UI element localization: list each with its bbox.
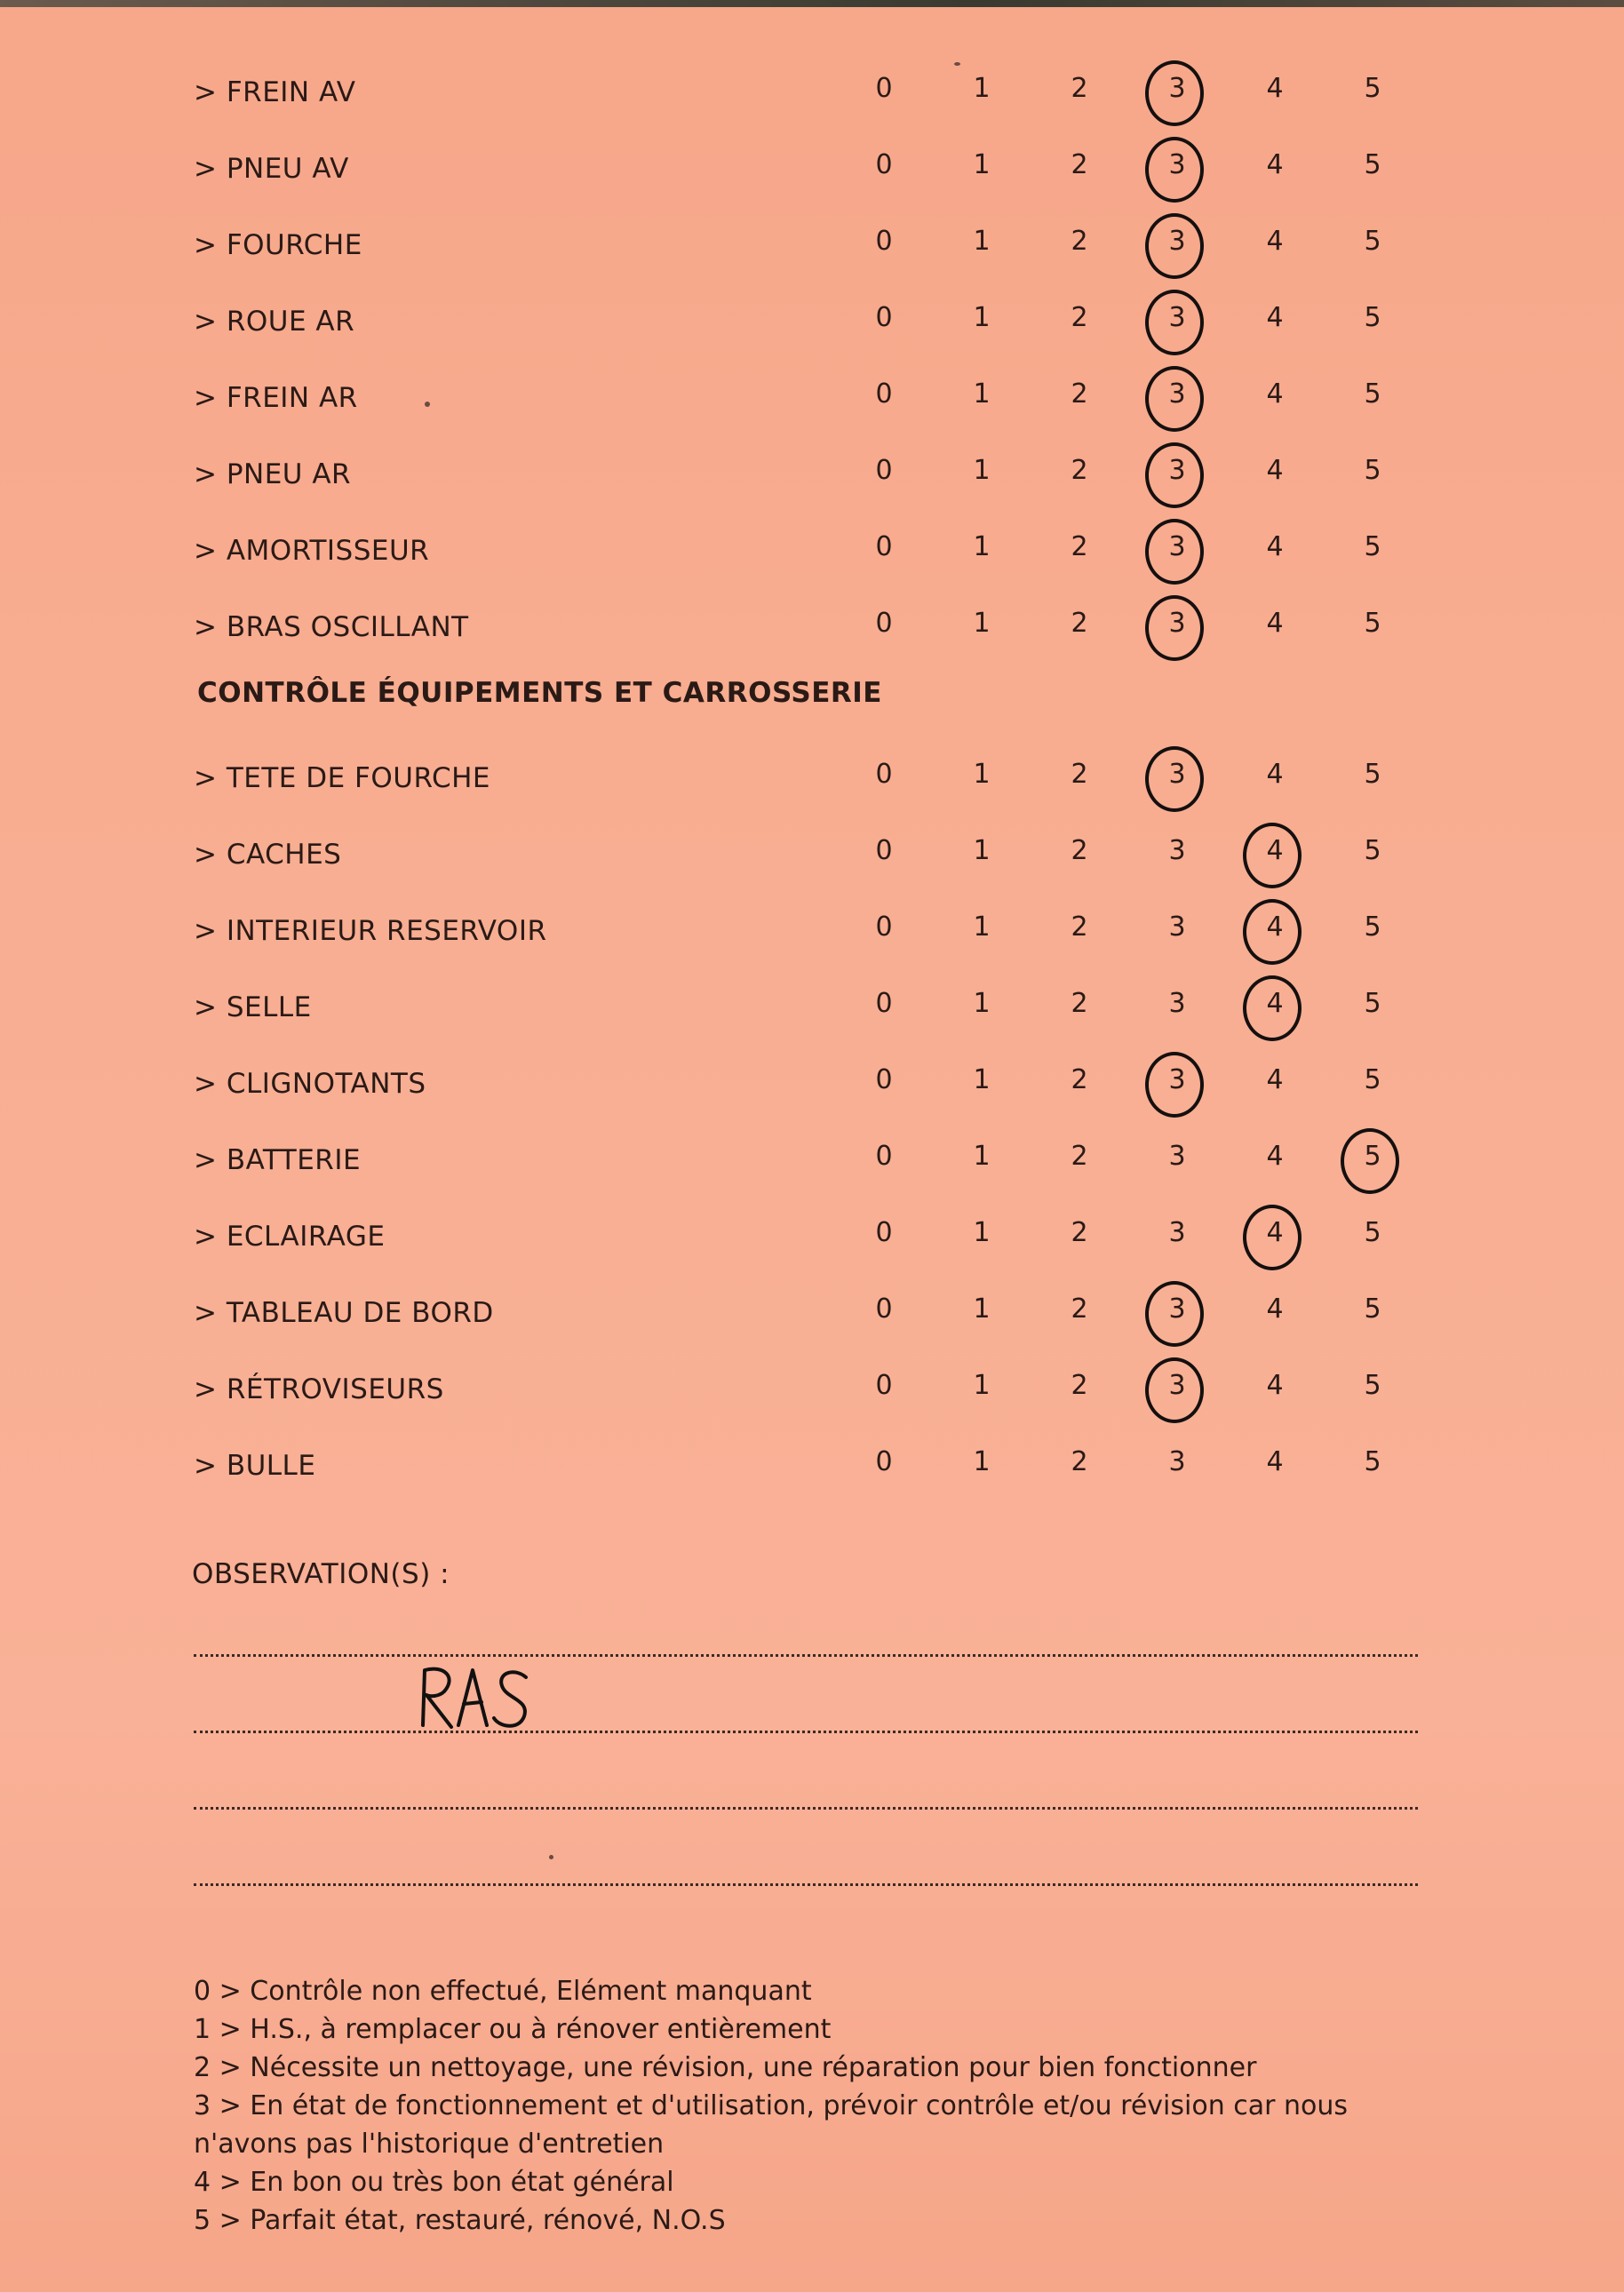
rating-option-5: 5 — [1346, 1141, 1399, 1172]
rating-option-3: 3 — [1150, 226, 1204, 257]
rating-option-0: 0 — [875, 226, 893, 257]
rating-option-5: 5 — [1364, 1064, 1381, 1095]
rating-option-1: 1 — [973, 1064, 991, 1095]
checklist-item-label: > ROUE AR — [194, 306, 355, 338]
rating-option-4: 4 — [1266, 226, 1284, 257]
checklist-item-label: > FREIN AR — [194, 382, 358, 414]
legend-line-1: 1 > H.S., à remplacer ou à rénover entièrement — [194, 2014, 832, 2045]
rating-option-0: 0 — [875, 835, 893, 866]
paper-speck — [954, 62, 960, 66]
rating-option-3: 3 — [1168, 1446, 1186, 1477]
rating-option-2: 2 — [1071, 988, 1088, 1019]
rating-option-1: 1 — [973, 988, 991, 1019]
legend-line-3-continued: n'avons pas l'historique d'entretien — [194, 2129, 665, 2160]
rating-option-5: 5 — [1364, 759, 1381, 790]
checklist-item-label: > CACHES — [194, 839, 342, 871]
rating-option-5: 5 — [1364, 302, 1381, 333]
rating-option-0: 0 — [875, 455, 893, 486]
rating-option-1: 1 — [973, 302, 991, 333]
rating-option-4: 4 — [1266, 1293, 1284, 1325]
rating-option-5: 5 — [1364, 911, 1381, 943]
checklist-row — [0, 1441, 1624, 1494]
rating-option-2: 2 — [1071, 1446, 1088, 1477]
rating-option-0: 0 — [875, 1370, 893, 1401]
selected-rating-circle — [1145, 1357, 1204, 1423]
observation-line-3 — [194, 1807, 1418, 1810]
checklist-item-label: > CLIGNOTANTS — [194, 1068, 426, 1100]
checklist-row — [0, 1365, 1624, 1418]
rating-option-3: 3 — [1150, 608, 1204, 639]
checklist-row — [0, 1288, 1624, 1341]
rating-option-5: 5 — [1364, 149, 1381, 180]
rating-option-3: 3 — [1150, 1064, 1204, 1095]
checklist-row — [0, 144, 1624, 197]
checklist-item-label: > BULLE — [194, 1450, 316, 1482]
observation-line-1 — [194, 1654, 1418, 1657]
rating-option-0: 0 — [875, 378, 893, 410]
rating-option-4: 4 — [1248, 911, 1302, 943]
selected-rating-circle — [1243, 975, 1302, 1041]
checklist-row — [0, 68, 1624, 121]
rating-option-1: 1 — [973, 455, 991, 486]
rating-option-1: 1 — [973, 759, 991, 790]
checklist-row — [0, 753, 1624, 807]
paper-speck — [425, 402, 430, 407]
rating-option-2: 2 — [1071, 911, 1088, 943]
rating-option-4: 4 — [1266, 1370, 1284, 1401]
rating-option-5: 5 — [1364, 1293, 1381, 1325]
rating-option-0: 0 — [875, 911, 893, 943]
rating-option-5: 5 — [1364, 531, 1381, 562]
rating-option-2: 2 — [1071, 73, 1088, 104]
rating-option-2: 2 — [1071, 608, 1088, 639]
rating-option-4: 4 — [1266, 1446, 1284, 1477]
rating-option-4: 4 — [1266, 378, 1284, 410]
rating-option-0: 0 — [875, 988, 893, 1019]
rating-option-1: 1 — [973, 1370, 991, 1401]
rating-option-5: 5 — [1364, 226, 1381, 257]
rating-option-4: 4 — [1248, 835, 1302, 866]
checklist-row — [0, 450, 1624, 503]
rating-option-3: 3 — [1150, 759, 1204, 790]
selected-rating-circle — [1145, 595, 1204, 661]
checklist-item-label: > TETE DE FOURCHE — [194, 762, 490, 794]
selected-rating-circle — [1145, 60, 1204, 126]
checklist-row — [0, 983, 1624, 1036]
rating-option-4: 4 — [1266, 531, 1284, 562]
legend-line-3: 3 > En état de fonctionnement et d'utilisation, prévoir contrôle et/ou révision car nous — [194, 2090, 1349, 2121]
rating-option-3: 3 — [1150, 378, 1204, 410]
rating-option-1: 1 — [973, 911, 991, 943]
selected-rating-circle — [1145, 519, 1204, 585]
rating-option-1: 1 — [973, 73, 991, 104]
checklist-item-label: > FREIN AV — [194, 76, 356, 108]
rating-option-0: 0 — [875, 759, 893, 790]
rating-option-5: 5 — [1364, 1446, 1381, 1477]
rating-option-4: 4 — [1266, 73, 1284, 104]
rating-option-1: 1 — [973, 835, 991, 866]
rating-option-5: 5 — [1364, 1370, 1381, 1401]
observations-label: OBSERVATION(S) : — [192, 1558, 450, 1590]
selected-rating-circle — [1145, 1281, 1204, 1347]
rating-option-4: 4 — [1266, 455, 1284, 486]
rating-option-1: 1 — [973, 1293, 991, 1325]
rating-option-0: 0 — [875, 1141, 893, 1172]
checklist-row — [0, 830, 1624, 883]
selected-rating-circle — [1341, 1128, 1399, 1194]
rating-option-3: 3 — [1150, 1293, 1204, 1325]
rating-option-3: 3 — [1168, 988, 1186, 1019]
section-title: CONTRÔLE ÉQUIPEMENTS ET CARROSSERIE — [197, 677, 882, 709]
paper-speck — [549, 1855, 553, 1859]
rating-option-3: 3 — [1168, 835, 1186, 866]
rating-option-3: 3 — [1168, 1141, 1186, 1172]
rating-option-3: 3 — [1168, 1217, 1186, 1248]
rating-option-2: 2 — [1071, 1064, 1088, 1095]
checklist-item-label: > INTERIEUR RESERVOIR — [194, 915, 547, 947]
checklist-item-label: > TABLEAU DE BORD — [194, 1297, 494, 1329]
rating-option-2: 2 — [1071, 1370, 1088, 1401]
handwritten-note-ras — [418, 1661, 542, 1732]
rating-option-5: 5 — [1364, 378, 1381, 410]
rating-option-3: 3 — [1150, 531, 1204, 562]
checklist-row — [0, 297, 1624, 350]
rating-option-4: 4 — [1248, 988, 1302, 1019]
rating-option-4: 4 — [1266, 759, 1284, 790]
rating-option-5: 5 — [1364, 835, 1381, 866]
rating-option-3: 3 — [1150, 302, 1204, 333]
rating-option-5: 5 — [1364, 455, 1381, 486]
rating-option-0: 0 — [875, 608, 893, 639]
rating-option-4: 4 — [1266, 608, 1284, 639]
checklist-item-label: > FOURCHE — [194, 229, 362, 261]
rating-option-3: 3 — [1150, 149, 1204, 180]
selected-rating-circle — [1145, 137, 1204, 203]
checklist-row — [0, 1059, 1624, 1112]
rating-option-0: 0 — [875, 1064, 893, 1095]
rating-option-1: 1 — [973, 149, 991, 180]
rating-option-2: 2 — [1071, 1217, 1088, 1248]
checklist-item-label: > AMORTISSEUR — [194, 535, 430, 567]
rating-option-1: 1 — [973, 378, 991, 410]
checklist-row — [0, 1212, 1624, 1265]
rating-option-3: 3 — [1150, 455, 1204, 486]
checklist-row — [0, 526, 1624, 579]
rating-option-1: 1 — [973, 608, 991, 639]
rating-option-2: 2 — [1071, 531, 1088, 562]
checklist-item-label: > PNEU AV — [194, 153, 349, 185]
legend-line-4: 4 > En bon ou très bon état général — [194, 2167, 674, 2198]
rating-option-4: 4 — [1266, 149, 1284, 180]
rating-option-2: 2 — [1071, 759, 1088, 790]
rating-option-0: 0 — [875, 73, 893, 104]
rating-option-5: 5 — [1364, 73, 1381, 104]
legend-line-5: 5 > Parfait état, restauré, rénové, N.O.S — [194, 2205, 726, 2236]
rating-option-4: 4 — [1266, 302, 1284, 333]
rating-legend — [194, 1972, 1437, 2240]
rating-option-1: 1 — [973, 531, 991, 562]
selected-rating-circle — [1145, 746, 1204, 812]
checklist-item-label: > PNEU AR — [194, 458, 352, 490]
rating-option-2: 2 — [1071, 149, 1088, 180]
rating-option-0: 0 — [875, 149, 893, 180]
selected-rating-circle — [1145, 1052, 1204, 1118]
rating-option-0: 0 — [875, 1217, 893, 1248]
checklist-row — [0, 220, 1624, 274]
selected-rating-circle — [1145, 442, 1204, 508]
rating-option-5: 5 — [1364, 608, 1381, 639]
rating-option-3: 3 — [1150, 1370, 1204, 1401]
legend-line-0: 0 > Contrôle non effectué, Elément manquant — [194, 1976, 812, 2007]
rating-option-2: 2 — [1071, 835, 1088, 866]
observation-line-2 — [194, 1731, 1418, 1733]
legend-line-2: 2 > Nécessite un nettoyage, une révision, une réparation pour bien fonctionner — [194, 2052, 1257, 2083]
rating-option-2: 2 — [1071, 302, 1088, 333]
rating-option-2: 2 — [1071, 1293, 1088, 1325]
rating-option-4: 4 — [1266, 1064, 1284, 1095]
checklist-row — [0, 602, 1624, 656]
checklist-item-label: > SELLE — [194, 991, 312, 1023]
rating-option-4: 4 — [1248, 1217, 1302, 1248]
selected-rating-circle — [1145, 213, 1204, 279]
selected-rating-circle — [1243, 899, 1302, 965]
checklist-row — [0, 906, 1624, 959]
rating-option-5: 5 — [1364, 1217, 1381, 1248]
checklist-row — [0, 373, 1624, 426]
rating-option-3: 3 — [1168, 911, 1186, 943]
rating-option-3: 3 — [1150, 73, 1204, 104]
observation-line-4 — [194, 1883, 1418, 1886]
checklist-item-label: > BRAS OSCILLANT — [194, 611, 469, 643]
checklist-item-label: > BATTERIE — [194, 1144, 362, 1176]
checklist-item-label: > ECLAIRAGE — [194, 1221, 386, 1253]
selected-rating-circle — [1243, 823, 1302, 888]
rating-option-1: 1 — [973, 1141, 991, 1172]
rating-option-0: 0 — [875, 1446, 893, 1477]
rating-option-2: 2 — [1071, 1141, 1088, 1172]
selected-rating-circle — [1145, 366, 1204, 432]
rating-option-0: 0 — [875, 531, 893, 562]
rating-option-4: 4 — [1266, 1141, 1284, 1172]
checklist-item-label: > RÉTROVISEURS — [194, 1373, 444, 1405]
rating-option-1: 1 — [973, 1446, 991, 1477]
top-edge-shadow — [0, 0, 1624, 7]
selected-rating-circle — [1243, 1205, 1302, 1270]
rating-option-0: 0 — [875, 1293, 893, 1325]
rating-option-0: 0 — [875, 302, 893, 333]
checklist-row — [0, 1135, 1624, 1189]
rating-option-5: 5 — [1364, 988, 1381, 1019]
rating-option-2: 2 — [1071, 378, 1088, 410]
rating-option-1: 1 — [973, 226, 991, 257]
rating-option-1: 1 — [973, 1217, 991, 1248]
rating-option-2: 2 — [1071, 226, 1088, 257]
selected-rating-circle — [1145, 290, 1204, 355]
rating-option-2: 2 — [1071, 455, 1088, 486]
